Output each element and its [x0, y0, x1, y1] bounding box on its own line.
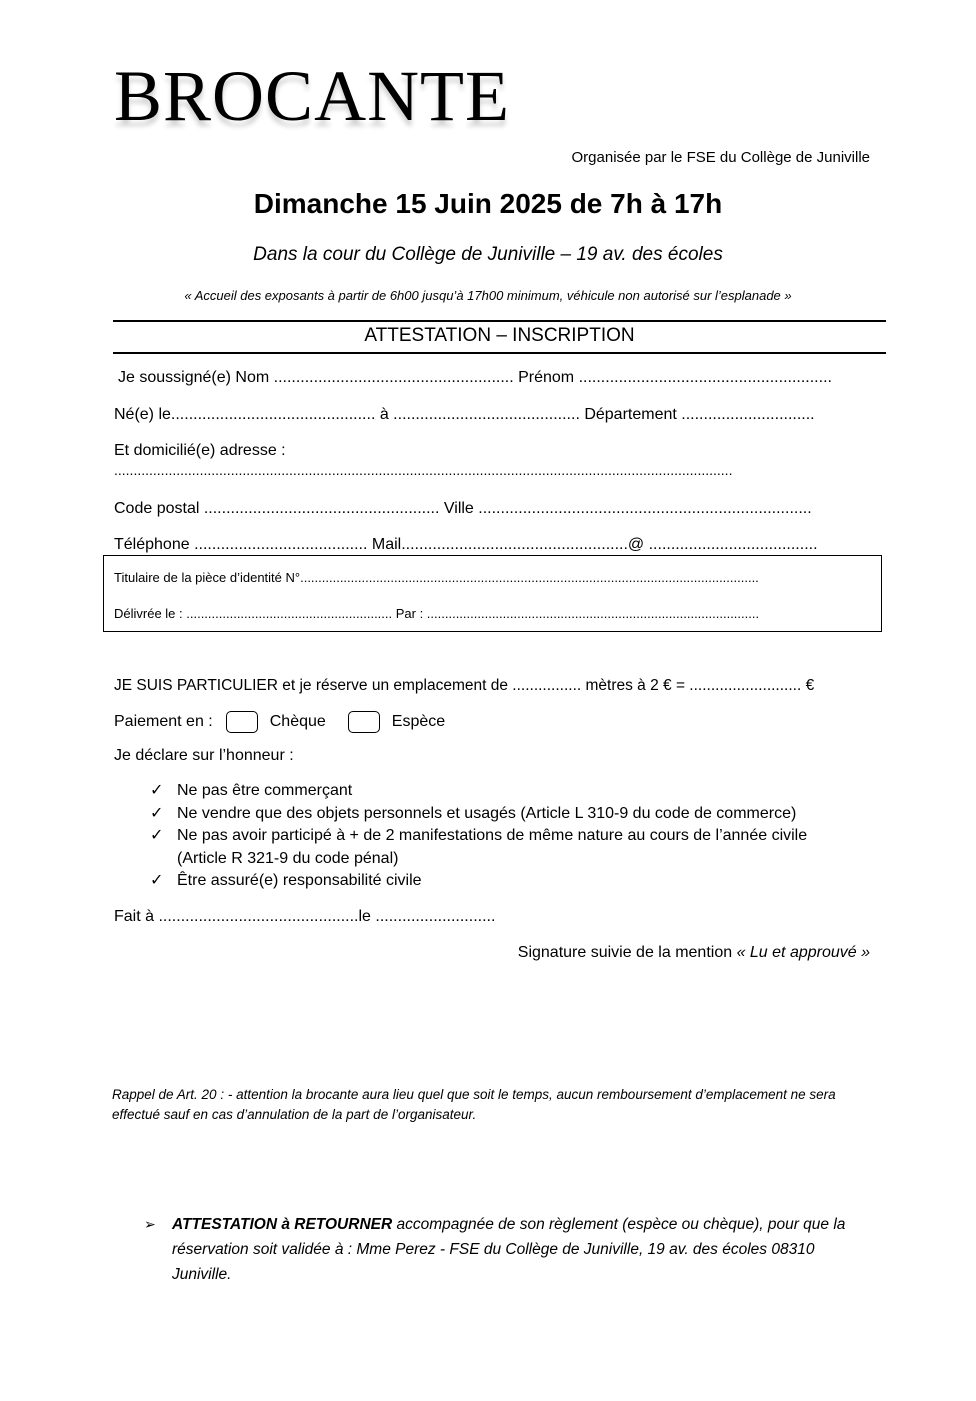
id-issued-field[interactable]: Délivrée le : ......................................................... Par : ............................................................................................: [114, 606, 760, 621]
list-item: ✓ Ne vendre que des objets personnels et usagés (Article L 310-9 du code de commerce): [150, 803, 849, 826]
address-field[interactable]: ...............................................................................................................................................................: [114, 462, 733, 478]
welcome-note: « Accueil des exposants à partir de 6h00 jusqu’à 17h00 minimum, véhicule non autorisé sur l’esplanade »: [184, 288, 792, 303]
top-rule: [113, 320, 886, 322]
declare-label: Je déclare sur l’honneur :: [114, 747, 294, 764]
reminder-note: Rappel de Art. 20 : - attention la brocante aura lieu quel que soit le temps, aucun remboursement d’emplacement ne sera effectué sauf en cas d’annulation de la part de l’organisateur.: [112, 1087, 836, 1122]
page-title: BROCANTE: [114, 56, 511, 136]
return-instructions: ATTESTATION à RETOURNER accompagnée de son règlement (espèce ou chèque), pour que la réservation soit validée à : Mme Perez - FSE du Collège de Juniville, 19 av. des écoles 08310 Juniville.: [172, 1216, 846, 1283]
bottom-rule: [113, 352, 886, 354]
reservation-field[interactable]: JE SUIS PARTICULIER et je réserve un emplacement de ................ mètres à 2 € = .......................... €: [114, 677, 815, 694]
section-title: ATTESTATION – INSCRIPTION: [364, 325, 635, 346]
birth-field[interactable]: Né(e) le.............................................. à .......................................... Département ..............................: [114, 406, 815, 423]
check-icon: ✓: [150, 872, 164, 889]
cheque-checkbox[interactable]: [226, 711, 258, 733]
declaration-list: [150, 780, 849, 893]
cash-label: Espèce: [391, 713, 446, 730]
list-item: ✓ Ne pas être commerçant: [150, 780, 849, 803]
address-label: Et domicilié(e) adresse :: [114, 442, 286, 459]
phone-field[interactable]: Téléphone ....................................... Mail...................................................@ ......................................: [114, 536, 818, 553]
made-at-field[interactable]: Fait à .............................................le ...........................: [114, 908, 496, 925]
cash-checkbox[interactable]: [348, 711, 380, 733]
payment-label: Paiement en :: [114, 713, 213, 730]
check-icon: ✓: [150, 827, 164, 844]
postal-field[interactable]: Code postal ..................................................... Ville ...........................................................................: [114, 500, 812, 517]
id-box: [103, 555, 882, 632]
list-item: ✓ Être assuré(e) responsabilité civile: [150, 870, 849, 893]
list-item: ✓ Ne pas avoir participé à + de 2 manifestations de même nature au cours de l’année civile (Article R 321-9 du code pénal): [150, 827, 808, 867]
organizer-text: Organisée par le FSE du Collège de Juniville: [571, 149, 870, 166]
check-icon: ✓: [150, 804, 164, 822]
cheque-label: Chèque: [269, 713, 326, 730]
name-field[interactable]: Je soussigné(e) Nom ...................................................... Prénom .........................................................: [118, 369, 832, 386]
signature-mention: Signature suivie de la mention « Lu et approuvé »: [517, 944, 870, 961]
event-place: Dans la cour du Collège de Juniville – 19 av. des écoles: [253, 244, 723, 265]
event-date: Dimanche 15 Juin 2025 de 7h à 17h: [253, 188, 723, 219]
check-icon: ✓: [150, 782, 164, 799]
arrow-icon: ➢: [144, 1216, 156, 1232]
payment-row: [114, 711, 445, 733]
id-number-field[interactable]: Titulaire de la pièce d’identité N°...............................................................................................................................: [114, 570, 759, 585]
